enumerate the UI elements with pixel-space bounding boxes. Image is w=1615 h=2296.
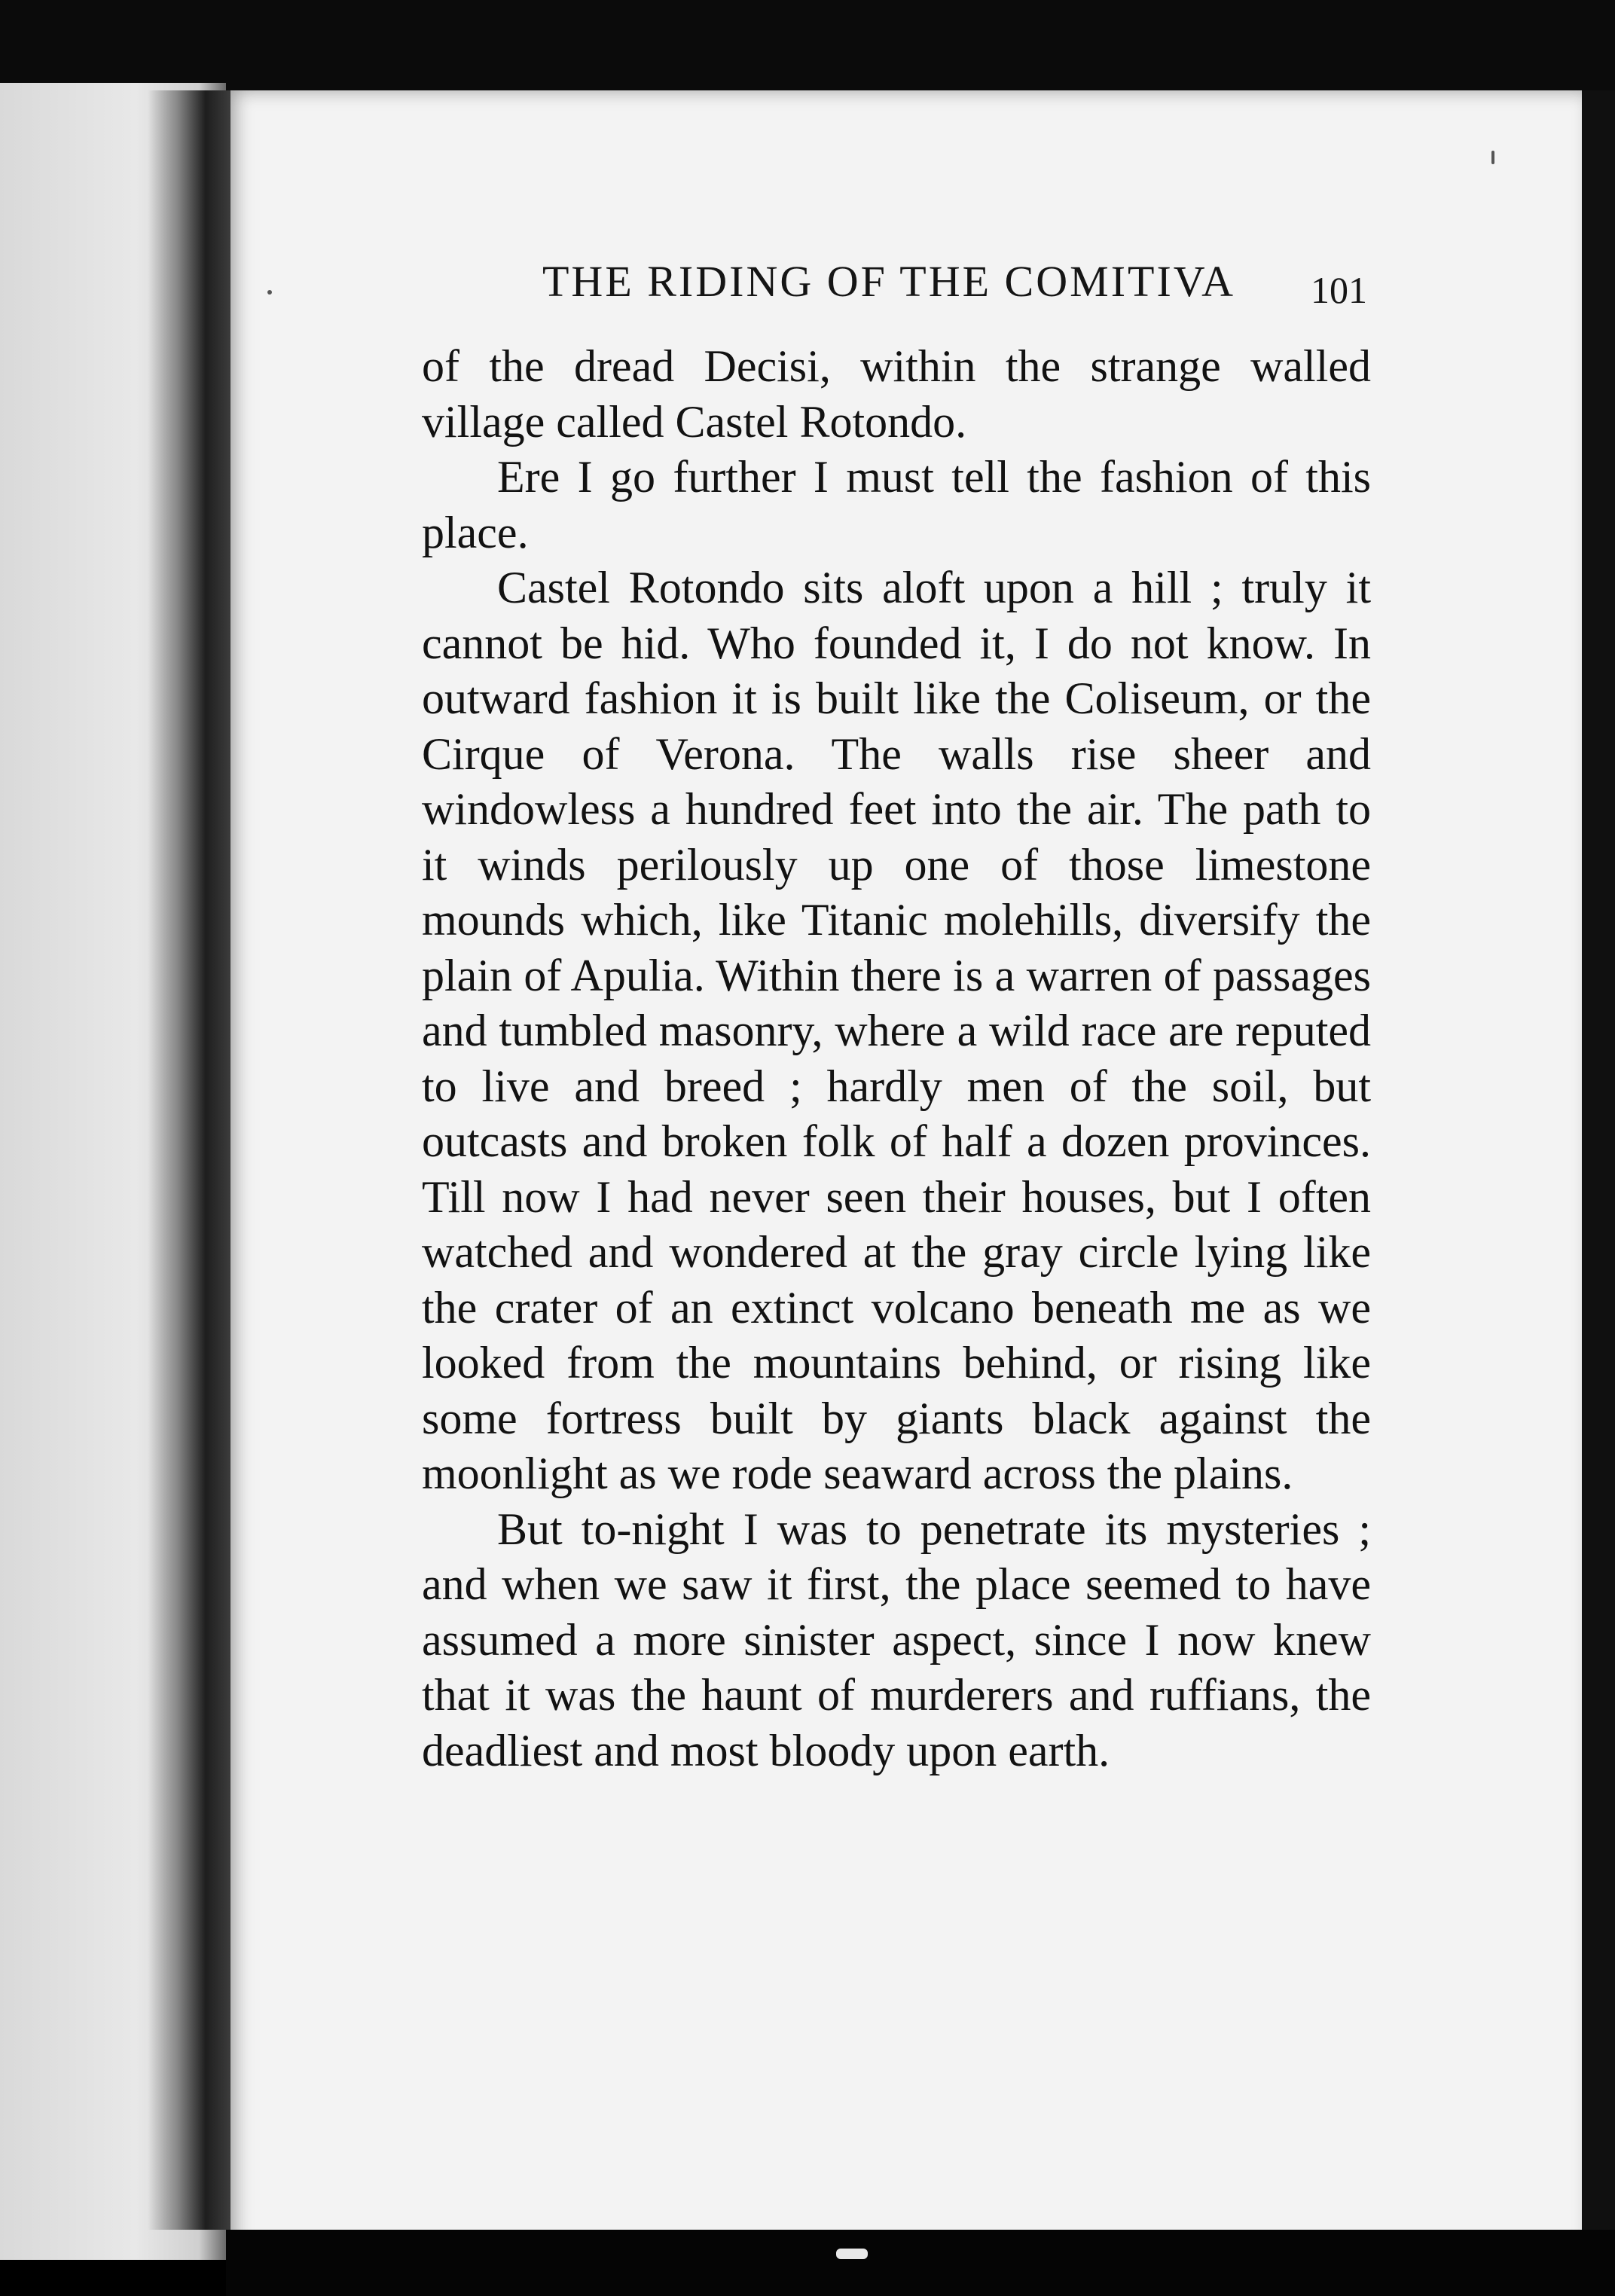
- paragraph: of the dread Decisi, within the strange walled village called Castel Rotondo.: [422, 341, 1371, 447]
- scan-right-border: [1582, 90, 1615, 2296]
- scan-bottom-border: [226, 2230, 1615, 2296]
- paragraph: But to-night I was to penetrate its mysteries ; and when we saw it first, the place seemed to have assumed a more sinister aspect, since I now knew that it was the haunt of murderers and ruffians, the deadliest and most bloody upon earth.: [422, 1504, 1371, 1775]
- scan-artifact: [836, 2249, 868, 2259]
- page-speck: [1491, 151, 1494, 164]
- page-number: 101: [1311, 269, 1367, 311]
- book-gutter: [148, 90, 230, 2230]
- paragraph: Castel Rotondo sits aloft upon a hill ; truly it cannot be hid. Who founded it, I do not know. In outward fashion it is built like the Coliseum, or the Cirque of Verona. The walls rise sheer and windowless a hundred feet into the air. The path to it winds perilously up one of those limestone mounds which, like Titanic molehills, diversify the plain of Apulia. Within there is a warren of passages and tumbled masonry, where a wild race are reputed to live and breed ; hardly men of the soil, but outcasts and broken folk of half a dozen provinces. Till now I had never seen their houses, but I often watched and wondered at the gray circle lying like the crater of an extinct volcano beneath me as we looked from the mountains behind, or rising like some fortress built by giants black against the moonlight as we rode seaward across the plains.: [422, 563, 1371, 1498]
- running-head: THE RIDING OF THE COMITIVA: [542, 257, 1236, 306]
- scan-top-border: [0, 0, 1615, 98]
- paragraph: Ere I go further I must tell the fashion of this place.: [422, 452, 1371, 557]
- body-text: [422, 339, 1371, 1778]
- page-speck: [267, 290, 272, 295]
